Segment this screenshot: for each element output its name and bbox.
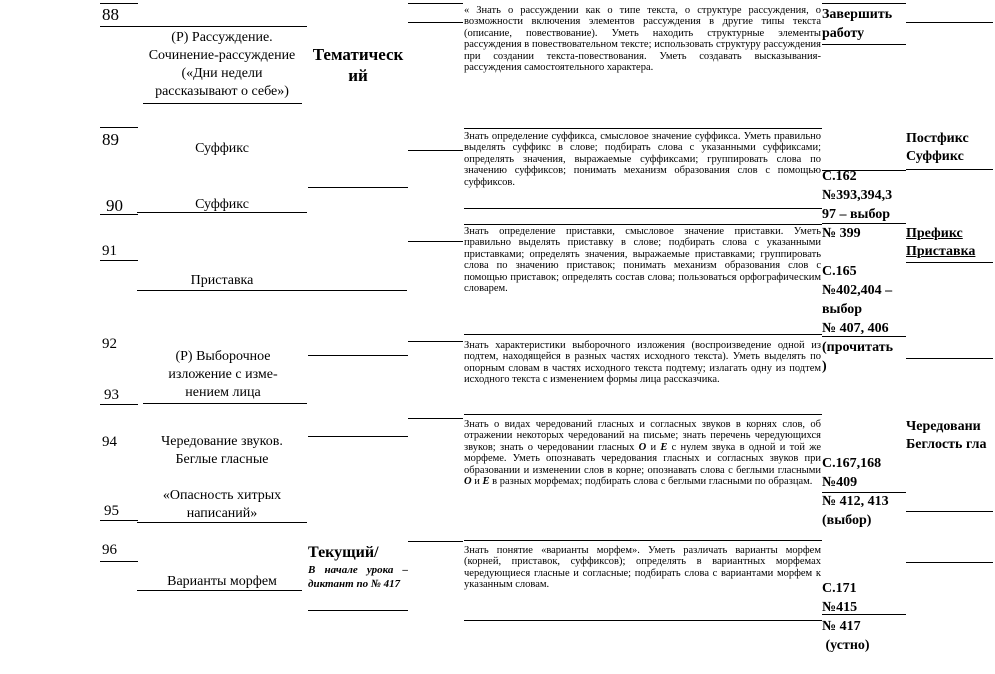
keywords: Чередовани Беглость гла (906, 419, 987, 452)
row-number: 94 (102, 434, 117, 450)
lesson-description: Знать о видах чередований гласных и согласных звуков в корнях слов, об отражении некоторых чередований на письме; знать перечень чередующихся звуков; знать о чередовании гласных О и Е с нулем звука в одной и той же морфеме. Уметь опознавать чередования гласных и согласных звуков при образовании и изменении слов в корне; опознавать слова с беглыми гласными О и Е в разных морфемах; подбирать слова с беглыми гласными по образцам. (464, 419, 822, 488)
row-number: 89 (102, 130, 119, 149)
row-number: 96 (102, 542, 117, 558)
keywords: Префикс Приставка (906, 226, 976, 259)
homework: С.171 №415 № 417 (устно) (822, 581, 870, 653)
lesson-type: Текущий/ (308, 544, 379, 561)
lesson-description: Знать определение суффикса, смысловое значение суффикса. Уметь правильно выделять суффикс в слове; подбирать слова с указанными суффиксами; определять значения, выражаемые суффиксами; группировать слова по значению суффиксов; понимать механизм образования слов с помощью суффиксов. (464, 131, 821, 188)
lesson-description: Знать определение приставки, смысловое значение приставки. Уметь правильно выделять приставку в слове; подбирать слова с указанными приставками; определять значения, выражаемые приставками; группировать слова по значению приставок; понимать механизм образования слов с помощью приставок; определять состав слова; пользоваться орфографическим словарем. (464, 226, 821, 295)
homework: Завершить работу (822, 7, 893, 41)
lesson-topic: (Р) Рассуждение. Сочинение-рассуждение («Дни недели рассказывают о себе») (148, 30, 296, 99)
lesson-description: Знать понятие «варианты морфем». Уметь различать варианты морфем (корней, приставок, суффиксов); определять в вариантных морфемах чередующиеся гласные и согласные; подбирать слова с вариантами морфем к указанным словам. (464, 545, 821, 591)
row-number: 90 (106, 196, 123, 215)
homework: С.162 №393,394,3 97 – выбор № 399 (822, 169, 893, 241)
row-number: 92 (102, 336, 117, 352)
homework: С.165 №402,404 – выбор № 407, 406 (прочитать ) (822, 264, 894, 374)
homework: С.167,168 №409 № 412, 413 (выбор) (822, 456, 889, 528)
row-number: 91 (102, 243, 117, 259)
lesson-type-note: В начале урока – диктант по № 417 (308, 564, 408, 590)
lesson-topic: (Р) Выборочное изложение с изме- нением лица (168, 349, 278, 400)
row-number: 95 (104, 503, 119, 519)
keywords: Постфикс Суффикс (906, 131, 969, 164)
lesson-topic: Суффикс (195, 141, 249, 156)
lesson-description: « Знать о рассуждении как о типе текста, о структуре рассуждения, о возможности включения элементов рассуждения в другие типы текста (описание, повествование). Уметь находить структурные элементы рассуждения в повествовательном тексте; использовать структуру рассуждения при создании текста-повествования. Уметь создавать высказывания-рассуждения самостоятельного характера. (464, 5, 821, 74)
lesson-topic: Варианты морфем (167, 574, 277, 589)
lesson-type: Тематическ ий (312, 45, 404, 85)
lesson-topic: Приставка (190, 273, 254, 288)
row-number: 93 (104, 387, 119, 403)
lesson-topic: Суффикс (195, 197, 249, 212)
row-number: 88 (102, 5, 119, 24)
lesson-topic: Чередование звуков. Беглые гласные «Опасность хитрых написаний» (161, 434, 283, 521)
lesson-description: Знать характеристики выборочного изложения (воспроизведение одной из подтем, находящейся в разных частях исходного текста). Уметь выделять по опорным словам в частях исходного текста подтему; излагать одну из подтем исходного текста с изменением формы лица рассказчика. (464, 340, 821, 386)
